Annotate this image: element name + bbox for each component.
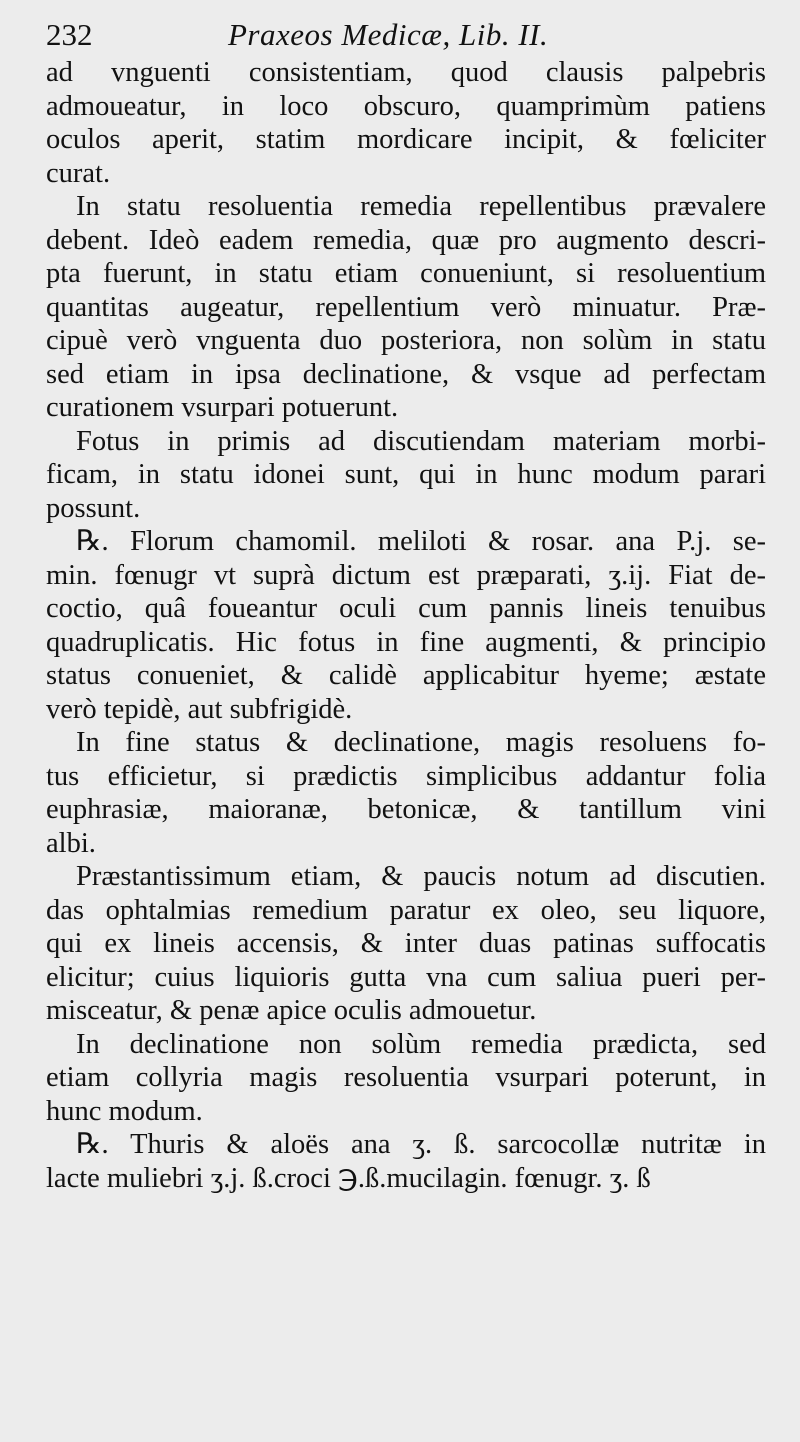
text-line: verò tepidè, aut subfrigidè. xyxy=(46,693,353,725)
text-line: In fine status & declinatione, magis resoluens fo- xyxy=(76,727,766,758)
text-line: misceatur, & penæ apice oculis admouetur. xyxy=(46,995,537,1026)
paragraph xyxy=(46,1028,766,1129)
text-line: qui ex lineis accensis, & inter duas patinas suffocatis xyxy=(46,928,766,959)
text-line: pta fuerunt, in statu etiam conueniunt, si resoluentium xyxy=(46,258,766,289)
text-line: status conueniet, & calidè applicabitur hyeme; æstate xyxy=(46,660,766,691)
text-line: curat. xyxy=(46,157,111,189)
body-text xyxy=(46,56,766,1195)
text-line: elicitur; cuius liquioris gutta vna cum saliua pueri per- xyxy=(46,961,766,993)
paragraph xyxy=(46,860,766,1028)
text-line: ℞. Florum chamomil. meliloti & rosar. ana P.j. se- xyxy=(76,526,766,557)
paragraph xyxy=(46,1128,766,1195)
text-line: admoueatur, in loco obscuro, quamprimùm patiens xyxy=(46,90,766,122)
text-line: possunt. xyxy=(46,492,141,524)
paragraph xyxy=(46,56,766,190)
text-line: In declinatione non solùm remedia prædicta, sed xyxy=(76,1028,766,1060)
paragraph xyxy=(46,190,766,425)
text-line: lacte muliebri ʒ.j. ß.croci ℈.ß.mucilagin. fœnugr. ʒ. ß xyxy=(46,1162,651,1194)
text-line: Præstantissimum etiam, & paucis notum ad discutien. xyxy=(76,861,766,892)
text-line: min. fœnugr vt suprà dictum est præparati, ʒ.ij. Fiat de- xyxy=(46,559,766,591)
text-line: debent. Ideò eadem remedia, quæ pro augmento descri- xyxy=(46,224,766,256)
text-line: oculos aperit, statim mordicare incipit, & fœliciter xyxy=(46,124,766,155)
text-line: hunc modum. xyxy=(46,1095,203,1127)
text-line: das ophtalmias remedium paratur ex oleo, seu liquore, xyxy=(46,894,766,926)
text-line: sed etiam in ipsa declinatione, & vsque ad perfectam xyxy=(46,358,766,390)
text-line: tus efficietur, si prædictis simplicibus addantur folia xyxy=(46,760,766,792)
text-line: In statu resoluentia remedia repellentibus prævalere xyxy=(76,191,766,222)
page-number: 232 xyxy=(46,17,93,52)
page-header xyxy=(46,14,766,56)
text-line: cipuè verò vnguenta duo posteriora, non solùm in statu xyxy=(46,325,766,356)
text-line: coctio, quâ foueantur oculi cum pannis lineis tenuibus xyxy=(46,593,766,624)
running-head: Praxeos Medicæ, Lib. II. xyxy=(228,17,549,52)
text-line: ficam, in statu idonei sunt, qui in hunc modum parari xyxy=(46,459,766,490)
text-line: quadruplicatis. Hic fotus in fine augmenti, & principio xyxy=(46,626,766,658)
paragraph xyxy=(46,525,766,726)
paragraph xyxy=(46,425,766,526)
paragraph xyxy=(46,726,766,860)
text-line: ad vnguenti consistentiam, quod clausis palpebris xyxy=(46,57,766,88)
text-line: albi. xyxy=(46,827,96,859)
text-line: ℞. Thuris & aloës ana ʒ. ß. sarcocollæ nutritæ in xyxy=(76,1129,766,1160)
text-line: curationem vsurpari potuerunt. xyxy=(46,392,399,423)
text-line: quantitas augeatur, repellentium verò minuatur. Præ- xyxy=(46,291,766,323)
text-line: euphrasiæ, maioranæ, betonicæ, & tantillum vini xyxy=(46,794,766,825)
text-line: etiam collyria magis resoluentia vsurpari poterunt, in xyxy=(46,1062,766,1093)
text-line: Fotus in primis ad discutiendam materiam morbi- xyxy=(76,425,766,457)
